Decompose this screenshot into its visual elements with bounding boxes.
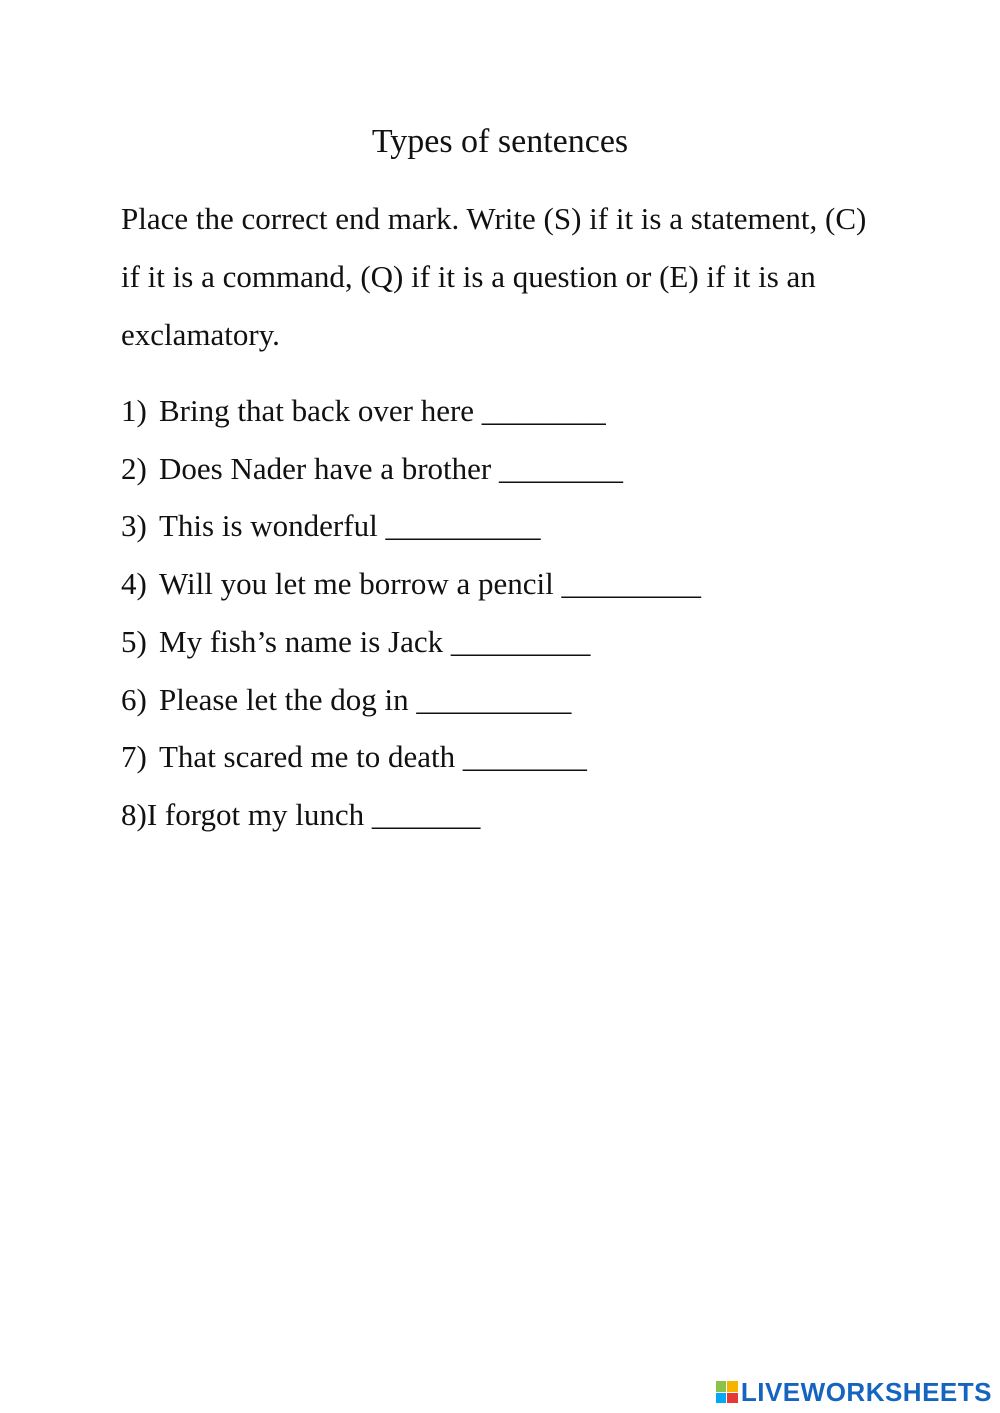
question-number: 4) [121,566,147,602]
liveworksheets-logo [716,1377,992,1407]
logo-text: LIVEWORKSHEETS [740,1376,992,1407]
question-number: 6) [121,681,147,717]
question-text: Does Nader have a brother ________ [159,450,623,486]
question-text: This is wonderful __________ [159,508,541,544]
question-number: 8) [121,796,147,832]
question-text: Will you let me borrow a pencil _________ [159,566,702,602]
question-number: 7) [121,739,147,775]
question-5 [121,613,701,671]
question-2 [121,440,701,498]
question-1 [121,382,701,440]
question-number: 3) [121,508,147,544]
question-list [121,382,701,844]
question-text: That scared me to death ________ [159,739,587,775]
liveworksheets-logo-icon [716,1381,738,1403]
question-number: 1) [121,393,147,428]
question-text: I forgot my lunch _______ [146,796,481,832]
question-text: Bring that back over here ________ [159,393,606,428]
question-number: 2) [121,450,147,486]
page-title: Types of sentences [371,123,629,160]
question-7 [121,728,701,786]
question-4 [121,555,701,613]
question-text: Please let the dog in __________ [159,681,572,717]
question-8 [121,786,701,844]
instructions: Place the correct end mark. Write (S) if it is a statement, (C) if it is a command, (Q) if it is a question or (E) if it is an exclamatory. [121,201,867,352]
question-text: My fish’s name is Jack _________ [159,623,591,659]
question-number: 5) [121,623,147,659]
question-3 [121,497,701,555]
question-6 [121,671,701,729]
